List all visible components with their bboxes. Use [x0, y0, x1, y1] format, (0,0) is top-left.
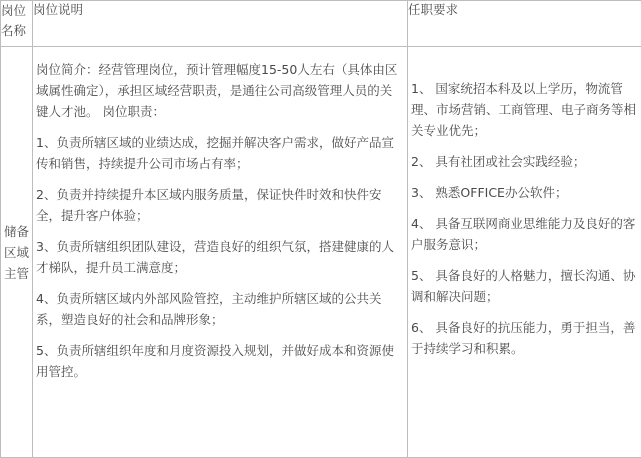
requirement-item: 5、 具备良好的人格魅力，擅长沟通、协调和解决问题； [411, 268, 636, 304]
description-paragraph: 岗位简介：经营管理岗位，预计管理幅度15-50人左右（具体由区域属性确定），承担区域经营职责，是通往公司高级管理人员的关键人才池。 岗位职责： [36, 62, 398, 119]
position-name-part: 主管 [4, 265, 30, 281]
requirement-item: 1、 国家统招本科及以上学历，物流管理、市场营销、工商管理、电子商务等相关专业优先； [411, 81, 637, 138]
description-paragraph: 5、负责所辖组织年度和月度资源投入规划，并做好成本和资源使用管控。 [36, 343, 394, 379]
header-position-name-line2: 名称 [1, 23, 27, 38]
requirement-item: 6、 具备良好的抗压能力，勇于担当，善于持续学习和积累。 [411, 320, 636, 356]
header-position-name-line1: 岗位 [1, 3, 27, 18]
header-position-name [1, 1, 33, 47]
position-requirements [408, 47, 641, 458]
position-name-part: 储备 [4, 223, 30, 239]
header-requirements: 任职要求 [408, 1, 641, 47]
position-name [1, 47, 33, 458]
position-description [33, 47, 408, 458]
description-paragraph: 3、负责所辖组织团队建设，营造良好的组织气氛，搭建健康的人才梯队，提升员工满意度； [36, 239, 394, 275]
requirement-item: 2、 具有社团或社会实践经验； [411, 154, 586, 169]
position-row [1, 47, 641, 458]
description-paragraph: 1、负责所辖区域的业绩达成，挖掘并解决客户需求，做好产品宣传和销售，持续提升公司市场占有率； [36, 135, 394, 171]
header-row [1, 1, 641, 47]
description-paragraph: 2、负责并持续提升本区域内服务质量，保证快件时效和快件安全，提升客户体验； [36, 187, 382, 223]
requirement-item: 3、 熟悉OFFICE办公软件； [411, 185, 568, 200]
description-paragraph: 4、负责所辖区域内外部风险管控，主动维护所辖区域的公共关系，塑造良好的社会和品牌形象； [36, 291, 382, 327]
requirement-item: 4、 具备互联网商业思维能力及良好的客户服务意识； [411, 216, 636, 252]
header-position-description: 岗位说明 [33, 1, 408, 47]
position-name-part: 区域 [4, 244, 30, 260]
